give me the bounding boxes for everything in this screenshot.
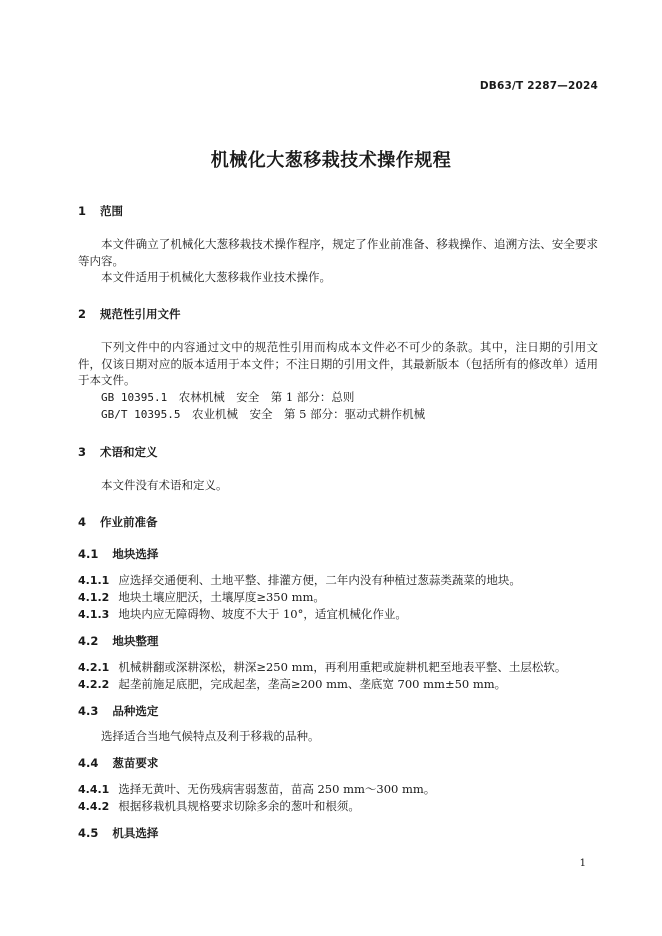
clause-number: 4.4.1 [78,783,110,796]
section-heading-3 [78,444,158,460]
clause-number: 4.4.2 [78,800,110,813]
subsection-heading-4-1 [78,546,158,562]
reference-name: 农业机械 安全 第 5 部分：驱动式耕作机械 [191,407,426,421]
section-title: 规范性引用文件 [100,307,181,321]
subsection-title: 葱苗要求 [112,756,159,770]
subsection-heading-4-5 [78,825,158,841]
clause-item [78,572,521,588]
subsection-heading-4-3 [78,703,158,719]
subsection-title: 品种选定 [112,704,159,718]
reference-code: GB 10395.1 [101,391,168,404]
paragraph: 选择适合当地气候特点及利于移栽的品种。 [101,729,320,743]
section-title: 范围 [100,204,124,218]
reference-item [101,406,425,422]
section-number: 2 [78,307,87,321]
clause-item [78,659,566,675]
clause-text: 机械耕翻或深耕深松，耕深≥250 mm，再利用重耙或旋耕机耙至地表平整、土层松软。 [118,660,567,674]
subsection-number: 4.4 [78,756,99,770]
clause-text: 地块内应无障碍物、坡度不大于 10°，适宜机械化作业。 [118,607,407,621]
section-heading-1 [78,203,123,219]
section-number: 4 [78,515,87,529]
section-heading-2 [78,306,181,322]
subsection-heading-4-4 [78,755,158,771]
subsection-number: 4.3 [78,704,99,718]
standard-code: DB63/T 2287—2024 [479,80,598,92]
clause-item [78,589,325,605]
clause-text: 根据移栽机具规格要求切除多余的葱叶和根须。 [118,799,360,813]
clause-number: 4.1.2 [78,591,110,604]
section-number: 3 [78,445,87,459]
clause-item [78,676,506,692]
subsection-number: 4.2 [78,634,99,648]
clause-number: 4.1.1 [78,574,110,587]
subsection-title: 地块整理 [112,634,159,648]
paragraph: 下列文件中的内容通过文中的规范性引用而构成本文件必不可少的条款。其中，注日期的引用文件，仅该日期对应的版本适用于本文件；不注日期的引用文件，其最新版本（包括所有的修改单）适用于本文件。 [78,340,598,387]
document-title: 机械化大葱移栽技术操作规程 [210,150,452,171]
reference-item [101,389,354,405]
paragraph: 本文件没有术语和定义。 [101,478,228,492]
clause-number: 4.2.1 [78,661,110,674]
clause-text: 起垄前施足底肥，完成起垄，垄高≥200 mm、垄底宽 700 mm±50 mm。 [118,677,507,691]
paragraph: 本文件确立了机械化大葱移栽技术操作程序，规定了作业前准备、移栽操作、追溯方法、安全要求等内容。 [78,237,598,268]
clause-text: 地块土壤应肥沃，土壤厚度≥350 mm。 [118,590,325,604]
section-title: 作业前准备 [100,515,158,529]
subsection-number: 4.5 [78,826,99,840]
section-number: 1 [78,204,87,218]
reference-code: GB/T 10395.5 [101,408,181,421]
subsection-title: 地块选择 [112,547,159,561]
subsection-title: 机具选择 [112,826,159,840]
page-number: 1 [579,858,586,869]
reference-name: 农林机械 安全 第 1 部分：总则 [178,390,355,404]
paragraph: 本文件适用于机械化大葱移栽作业技术操作。 [101,270,331,284]
clause-number: 4.1.3 [78,608,110,621]
clause-item [78,798,360,814]
clause-item [78,781,435,797]
clause-text: 选择无黄叶、无伤残病害弱葱苗，苗高 250 mm～300 mm。 [118,782,436,796]
section-heading-4 [78,514,158,530]
subsection-heading-4-2 [78,633,158,649]
section-title: 术语和定义 [100,445,158,459]
clause-text: 应选择交通便利、土地平整、排灌方便，二年内没有种植过葱蒜类蔬菜的地块。 [118,573,521,587]
clause-number: 4.2.2 [78,678,110,691]
subsection-number: 4.1 [78,547,99,561]
clause-item [78,606,407,622]
